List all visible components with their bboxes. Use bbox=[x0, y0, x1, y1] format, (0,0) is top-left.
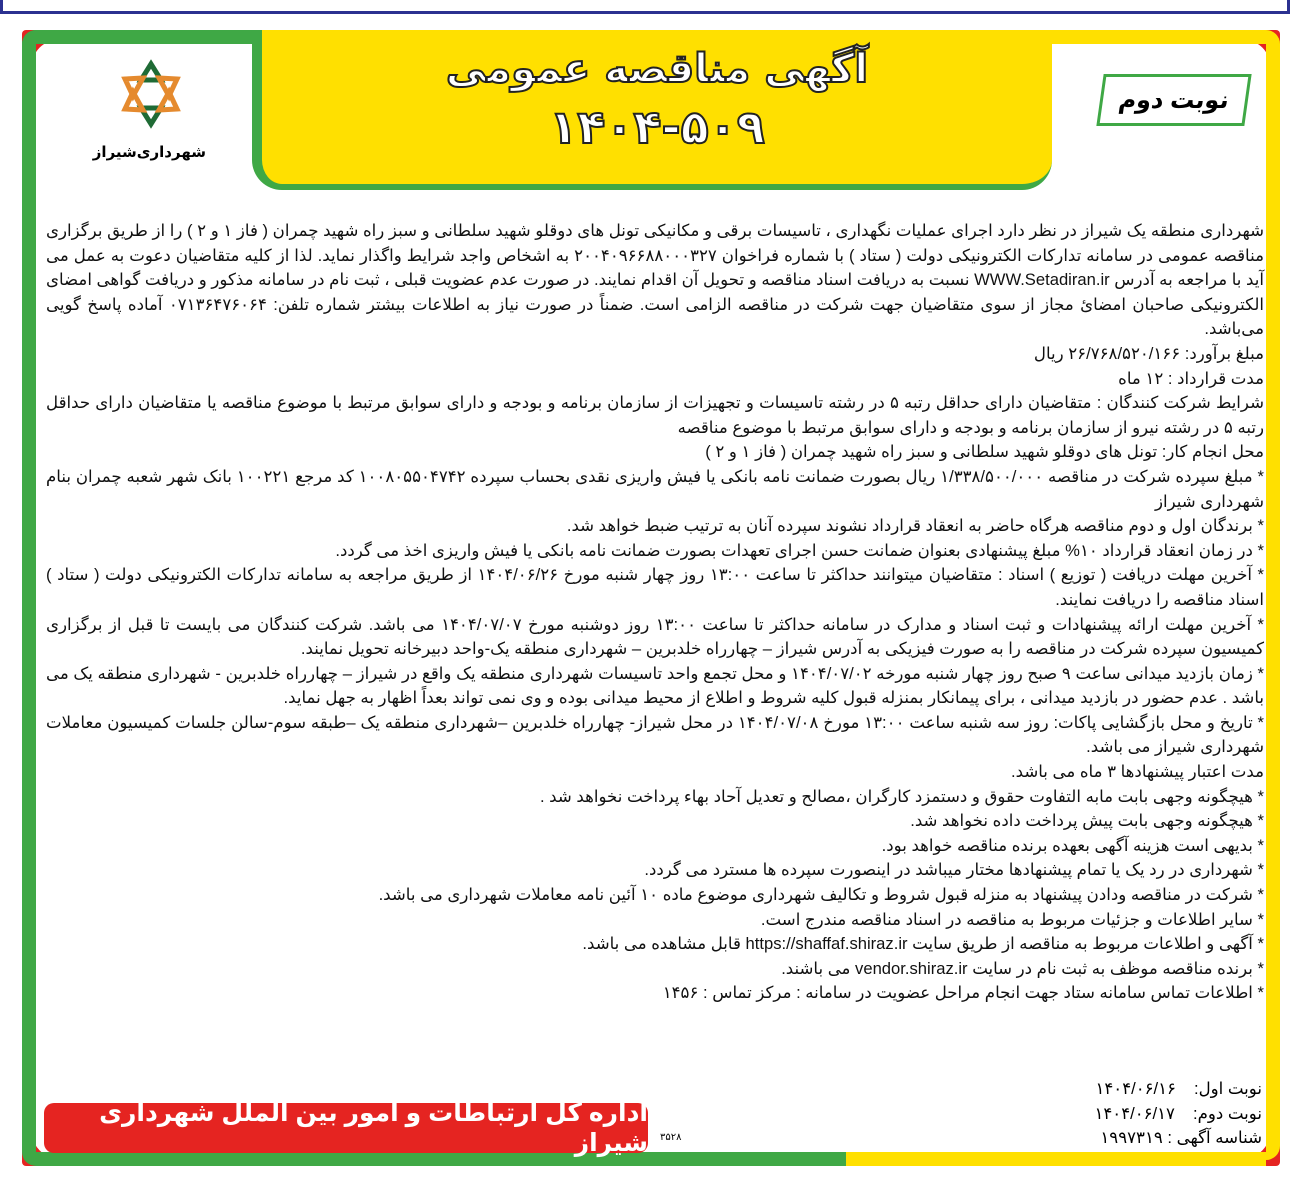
paragraph: * هیچگونه وجهی بابت مابه التفاوت حقوق و دستمزد کارگران ،مصالح و تعدیل آحاد بهاء پرداخت نخواهد شد . bbox=[539, 786, 1264, 806]
frame-yellow-bottom bbox=[846, 1152, 1266, 1166]
print-code: ۳۵۲۸ bbox=[660, 1132, 682, 1143]
first-turn-date: ۱۴۰۴/۰۶/۱۶ bbox=[1095, 1079, 1176, 1098]
paragraph: * اطلاعات تماس سامانه ستاد جهت انجام مراحل عضویت در سامانه : مرکز تماس : ۱۴۵۶ bbox=[662, 983, 1264, 1003]
title-banner bbox=[252, 30, 1052, 190]
paragraph: * آخرین مهلت دریافت ( توزیع ) اسناد : متقاضیان میتوانند حداکثر تا ساعت ۱۳:۰۰ روز چهار شنبه مورخ ۱۴۰۴/۰۶/۲۶ از طریق مراجعه به سامانه تدارکات الکترونیکی دولت ( ستاد ) اسناد مناقصه را دریافت نمایند. bbox=[46, 565, 1264, 609]
paragraph: شرایط شرکت کنندگان : متقاضیان دارای حداقل رتبه ۵ در رشته تاسیسات و تجهیزات از سازمان برنامه و بودجه و دارای سوابق مرتبط با موضوع مناقصه یا متقاضیان دارای حداقل رتبه ۵ در رشته نیرو از سازمان برنامه و بودجه و دارای سوابق مرتبط با موضوع مناقصه bbox=[46, 393, 1264, 437]
shiraz-municipality-logo bbox=[92, 56, 206, 161]
ad-body bbox=[46, 219, 1264, 1006]
paragraph: * آخرین مهلت ارائه پیشنهادات و ثبت اسناد و مدارک در سامانه حداکثر تا ساعت ۱۳:۰۰ روز دوشنبه مورخ ۱۴۰۴/۰۷/۰۷ می باشد. شرکت کنندگان می بایست تا قبل از برگزاری کمیسیون سپرده شرکت در مناقصه را به صورت فیزیکی به آدرس شیراز – چهارراه خلدبرین – شهرداری منطقه یک-واحد دبیرخانه تحویل نمایند. bbox=[46, 614, 1264, 659]
paragraph: مبلغ برآورد: ۲۶/۷۶۸/۵۲۰/۱۶۶ ریال bbox=[1033, 343, 1264, 363]
logo-caption: شهرداری‌شیراز bbox=[92, 144, 206, 161]
paragraph: * هیچگونه وجهی بابت پیش پرداخت داده نخواهد شد. bbox=[910, 811, 1264, 831]
frame-green-top bbox=[22, 30, 262, 44]
paragraph: * در زمان انعقاد قرارداد ۱۰% مبلغ پیشنهادی بعنوان ضمانت حسن اجرای تعهدات بصورت ضمانت نامه بانکی یا فیش واریزی اخذ می گردد. bbox=[335, 540, 1264, 560]
publication-info bbox=[1094, 1077, 1262, 1151]
frame-green-left bbox=[22, 30, 36, 1166]
paragraph: مدت اعتبار پیشنهادها ۳ ماه می باشد. bbox=[1011, 762, 1264, 782]
second-turn-date: ۱۴۰۴/۰۶/۱۷ bbox=[1094, 1103, 1175, 1123]
paragraph: * برنده مناقصه موظف به ثبت نام در سایت vendor.shiraz.ir می باشند. bbox=[781, 958, 1264, 978]
paragraph: * شرکت در مناقصه ودادن پیشنهاد به منزله قبول شروط و تکالیف شهرداری موضوع ماده ۱۰ آئین نامه معاملات شهرداری می باشد. bbox=[378, 885, 1264, 905]
paragraph: مدت قرارداد : ۱۲ ماه bbox=[1118, 368, 1264, 388]
department-banner bbox=[44, 1099, 648, 1157]
paragraph: * برندگان اول و دوم مناقصه هرگاه حاضر به انعقاد قرارداد نشوند سپرده آنان به ترتیب ضبط خواهد شد. bbox=[566, 516, 1264, 536]
turn-badge bbox=[1096, 74, 1251, 126]
paragraph: محل انجام کار: تونل های دوقلو شهید سلطانی و سبز راه شهید چمران ( فاز ۱ و ۲ ) bbox=[705, 442, 1264, 462]
tender-number: ۱۴۰۴-۵۰۹ bbox=[549, 100, 765, 154]
paragraph: * آگهی و اطلاعات مربوط به مناقصه از طریق سایت https://shaffaf.shiraz.ir قابل مشاهده می باشد. bbox=[582, 934, 1264, 954]
frame-yellow-right bbox=[1266, 30, 1280, 1160]
flower-logo-icon bbox=[115, 56, 187, 134]
paragraph: * مبلغ سپرده شرکت در مناقصه ۱/۳۳۸/۵۰۰/۰۰۰ ریال بصورت ضمانت نامه بانکی یا فیش واریزی نقدی بحساب سپرده ۱۰۰۸۰۵۵۰۴۷۴۲ کد مرجع ۱۰۰۲۲۱ بانک شهر شعبه چمران بنام شهرداری شیراز bbox=[46, 466, 1264, 511]
paragraph: * زمان بازدید میدانی ساعت ۹ صبح روز چهار شنبه مورخه ۱۴۰۴/۰۷/۰۲ و محل تجمع واحد تاسیسات شهرداری منطقه یک واقع در شیراز – چهارراه خلدبرین - شهرداری منطقه یک می باشد . عدم حضور در بازدید میدانی ، برای پیمانکار بمنزله قبول کلیه شروط و اطلاع از محیط میدانی بوده و وی نمی تواند بعداً اظهار به جهل نماید. bbox=[46, 663, 1264, 708]
paragraph: * شهرداری در رد یک یا تمام پیشنهادها مختار میباشد در اینصورت سپرده ها مسترد می گردد. bbox=[644, 860, 1264, 880]
second-turn-label: نوبت دوم: bbox=[1192, 1103, 1262, 1123]
top-border-bar bbox=[0, 0, 1290, 14]
paragraph: * تاریخ و محل بازگشایی پاکات: روز سه شنبه ساعت ۱۳:۰۰ مورخ ۱۴۰۴/۰۷/۰۸ در محل شیراز- چهارراه خلدبرین –شهرداری منطقه یک –طبقه سوم-سالن جلسات کمیسیون معاملات شهرداری شیراز می باشد. bbox=[46, 712, 1264, 757]
ad-id-label: شناسه آگهی : bbox=[1167, 1128, 1262, 1148]
department-name: اداره کل ارتباطات و امور بین الملل شهرداری شیراز bbox=[99, 1099, 648, 1157]
turn-badge-label: نوبت دوم bbox=[1117, 86, 1231, 114]
paragraph: * بدیهی است هزینه آگهی بعهده برنده مناقصه خواهد بود. bbox=[881, 835, 1264, 855]
ad-id-value: ۱۹۹۷۳۱۹ bbox=[1100, 1128, 1163, 1148]
first-turn-label: نوبت اول: bbox=[1193, 1079, 1262, 1098]
ad-title: آگهی مناقصه عمومی bbox=[445, 46, 869, 92]
paragraph: * سایر اطلاعات و جزئیات مربوط به مناقصه در اسناد مناقصه مندرج است. bbox=[760, 909, 1264, 929]
paragraph: شهرداری منطقه یک شیراز در نظر دارد اجرای عملیات نگهداری ، تاسیسات برقی و مکانیکی تونل های دوقلو شهید سلطانی و سبز راه شهید چمران ( فاز ۱ و ۲ ) را از طریق برگزاری مناقصه عمومی در سامانه تدارکات الکترونیکی دولت ( ستاد ) با شماره فراخوان ۲۰۰۴۰۹۶۶۸۸۰۰۰۳۲۷ به اشخاص واجد شرایط واگذار نماید. لذا از کلیه متقاضیان دعوت به عمل می آید با مراجعه به آدرس WWW.Setadiran.ir نسبت به دریافت اسناد مناقصه و تحویل آن اقدام نمایند. در صورت عدم عضویت قبلی ، ثبت نام در سامانه مذکور و دریافت گواهی امضای الکترونیکی صاحبان امضائ مجاز از سوی متقاضیان جهت شرکت در مناقصه الزامی است. ضمناً در صورت نیاز به اطلاعات بیشتر شماره تلفن: ۰۷۱۳۶۴۷۶۰۶۴ آماده پاسخ گویی می‌باشد. bbox=[46, 221, 1265, 339]
